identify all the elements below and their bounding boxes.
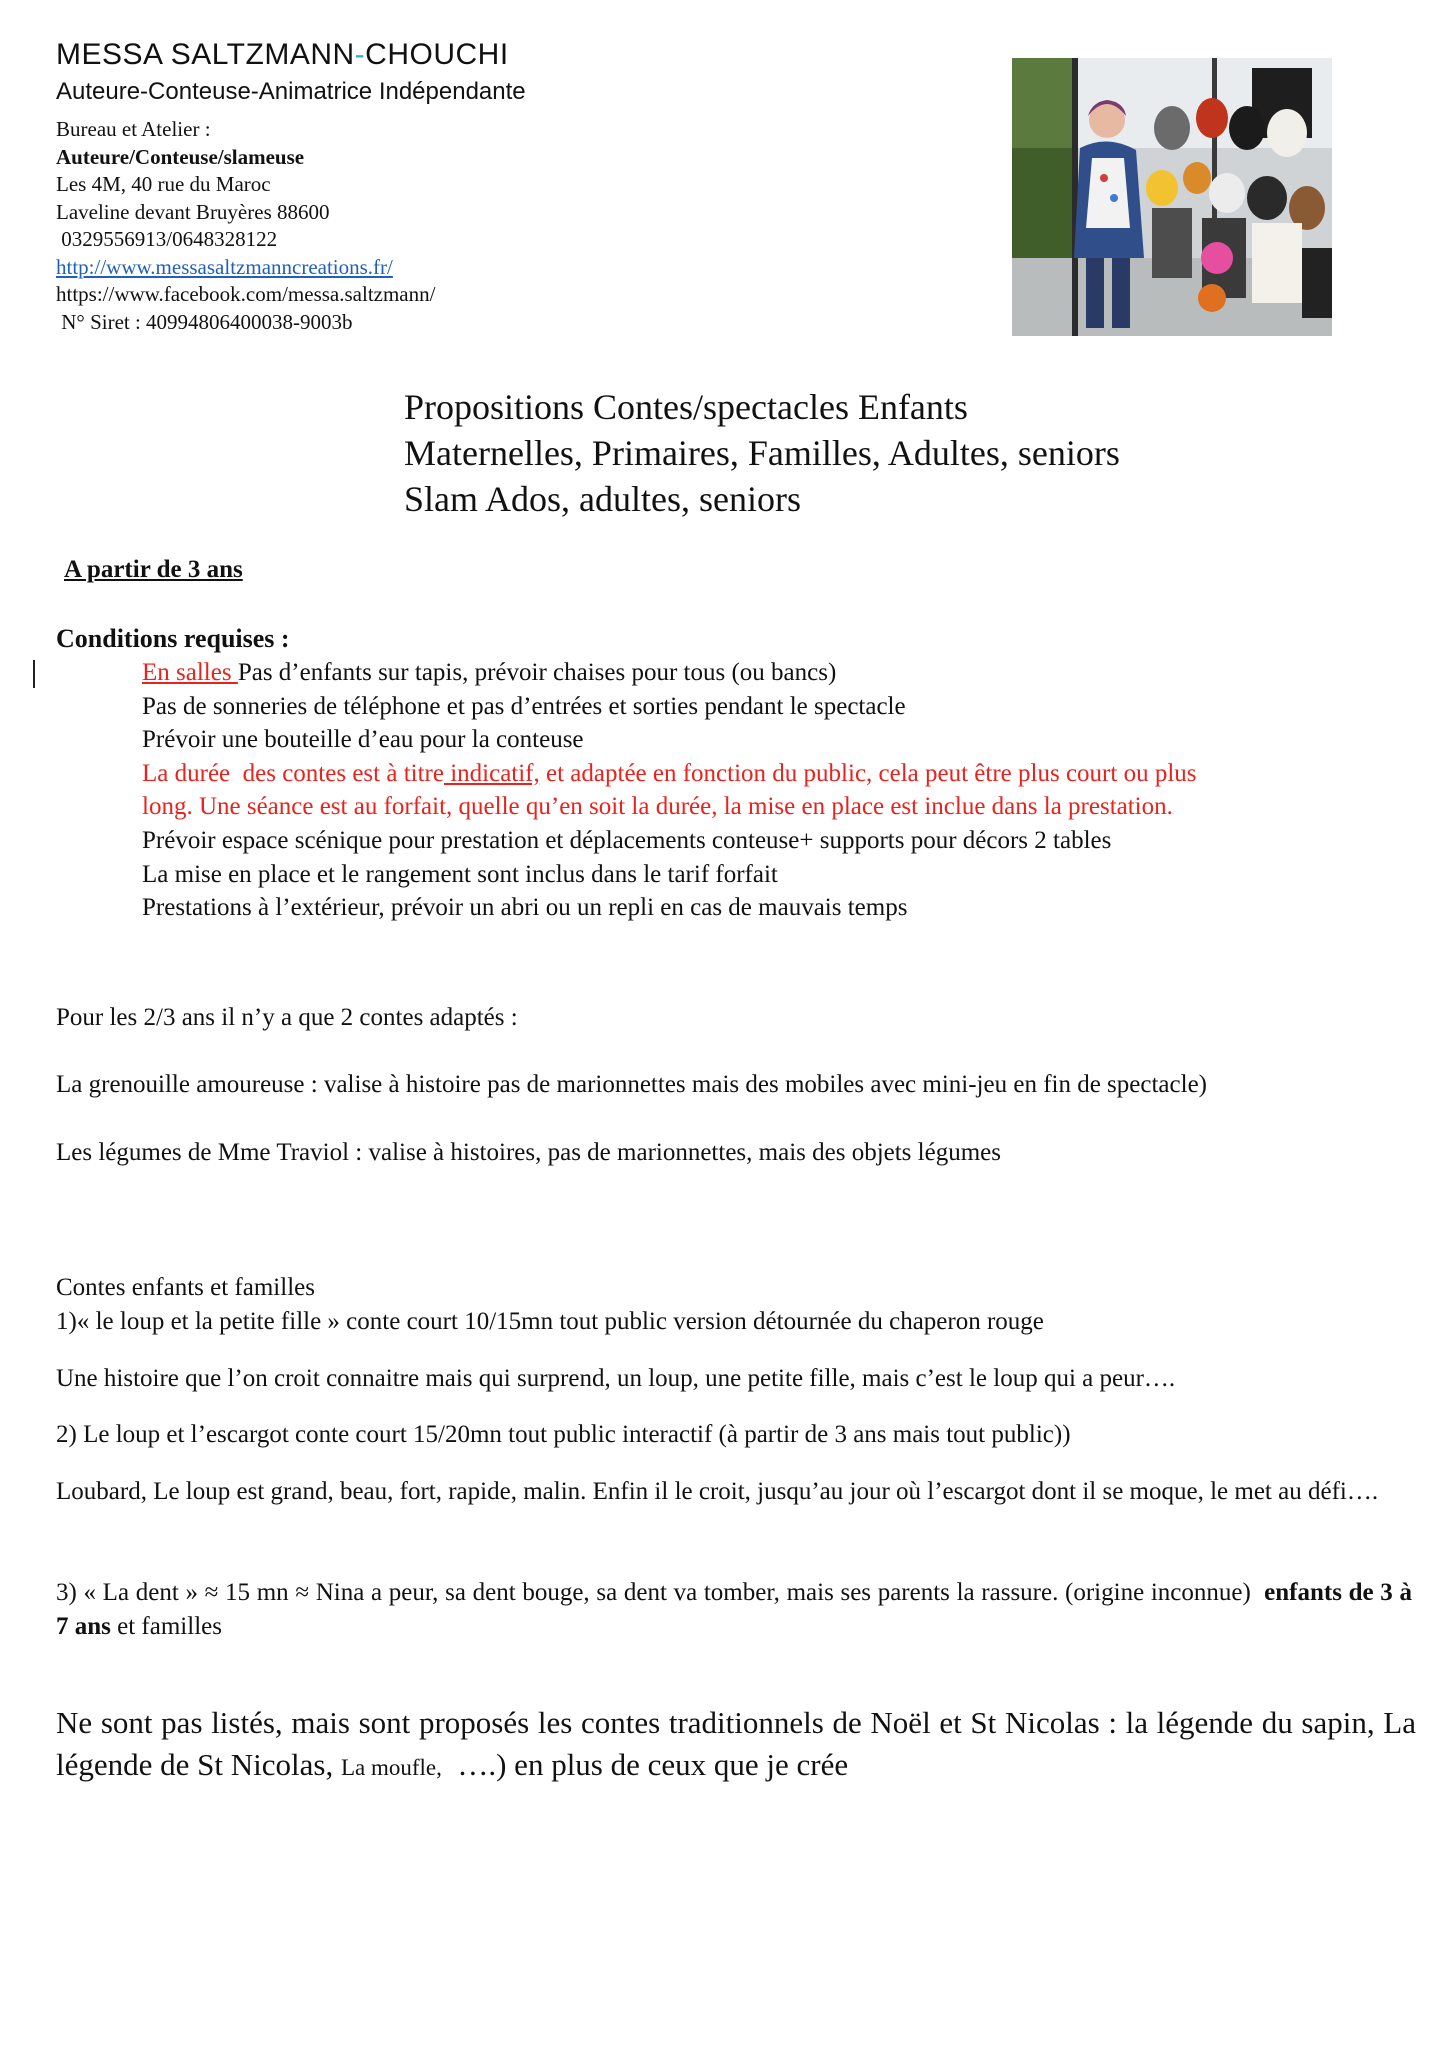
toddler-tale-1: La grenouille amoureuse : valise à histoire pas de marionnettes mais des mobiles avec mini-jeu en fin de spectacle) [56, 1071, 1207, 1098]
condition-item-8: Prestations à l’extérieur, prévoir un abri ou un repli en cas de mauvais temps [142, 894, 908, 922]
author-name-dash: - [354, 38, 366, 71]
toddlers-intro: Pour les 2/3 ans il n’y a que 2 contes adaptés : [56, 1004, 518, 1031]
author-name-part1: MESSA SALTZMANN [56, 38, 355, 71]
toddler-tale-2: Les légumes de Mme Traviol : valise à histoires, pas de marionnettes, mais des objets légumes [56, 1139, 1001, 1166]
office-label: Bureau et Atelier : [56, 117, 211, 141]
website-link[interactable]: http://www.messasaltzmanncreations.fr/ [56, 254, 393, 279]
tale-3-entry [56, 1576, 1419, 1643]
condition-item-4 [142, 757, 1197, 791]
tale-2-description: Loubard, Le loup est grand, beau, fort, rapide, malin. Enfin il le croit, jusqu’au jour où l’escargot dont il se moque, le met au défi…. [56, 1478, 1379, 1505]
condition-item-3: Prévoir une bouteille d’eau pour la conteuse [142, 726, 584, 754]
footer-note-end: ….) en plus de ceux que je crée [441, 1747, 849, 1782]
conditions-list [142, 656, 1197, 925]
program-titles [404, 384, 1120, 522]
conditions-heading: Conditions requises : [56, 624, 290, 653]
title-line-2: Maternelles, Primaires, Familles, Adultes, seniors [404, 433, 1120, 473]
footer-note [56, 1702, 1416, 1789]
footer-note-text: Ne sont pas listés, mais sont proposés les contes traditionnels de Noël et St Nicolas : la légende du sapin, La légende de St Nicolas, [56, 1705, 1416, 1782]
condition-item-4-part-a: La durée des contes est à titre [142, 759, 444, 787]
condition-item-4-part-c: et adaptée en fonction du public, cela peut être plus court ou plus [539, 759, 1197, 787]
tale-1-description: Une histoire que l’on croit connaitre mais qui surprend, un loup, une petite fille, mais c’est le loup qui a peur…. [56, 1365, 1176, 1392]
author-role: Auteure-Conteuse-Animatrice Indépendante [56, 78, 526, 105]
title-line-3: Slam Ados, adultes, seniors [404, 479, 801, 519]
condition-item-6: Prévoir espace scénique pour prestation et déplacements conteuse+ supports pour décors 2 tables [142, 826, 1112, 854]
job-title: Auteure/Conteuse/slameuse [56, 144, 305, 169]
address-line-1: Les 4M, 40 rue du Maroc [56, 172, 271, 196]
title-line-1: Propositions Contes/spectacles Enfants [404, 387, 968, 427]
tale-3-end: et familles [110, 1612, 222, 1640]
author-photo-image [1012, 58, 1332, 336]
author-name-part2: CHOUCHI [365, 38, 509, 71]
tale-2-title: 2) Le loup et l’escargot conte court 15/20mn tout public interactif (à partir de 3 ans mais tout public)) [56, 1421, 1071, 1448]
condition-item-7: La mise en place et le rangement sont inclus dans le tarif forfait [142, 860, 778, 888]
condition-item-2: Pas de sonneries de téléphone et pas d’entrées et sorties pendant le spectacle [142, 692, 906, 720]
facebook-link[interactable]: https://www.facebook.com/messa.saltzmann/ [56, 282, 436, 306]
condition-item-1-highlight: En salles [142, 659, 238, 686]
address-line-2: Laveline devant Bruyères 88600 [56, 199, 330, 224]
condition-item-1-text: Pas d’enfants sur tapis, prévoir chaises pour tous (ou bancs) [237, 659, 837, 686]
phone-numbers: 0329556913/0648328122 [56, 227, 278, 251]
author-name [56, 38, 509, 72]
tales-heading: Contes enfants et familles [56, 1274, 315, 1301]
text-cursor [33, 660, 35, 688]
condition-item-5: long. Une séance est au forfait, quelle qu’en soit la durée, la mise en place est inclue dans la prestation. [142, 793, 1173, 821]
author-photo [1012, 58, 1332, 336]
tale-1-title: 1)« le loup et la petite fille » conte court 10/15mn tout public version détournée du chaperon rouge [56, 1308, 1044, 1335]
siret-number: N° Siret : 40994806400038-9003b [56, 309, 353, 334]
condition-item-1 [142, 656, 1197, 690]
condition-item-4-part-b: indicatif, [443, 759, 540, 787]
footer-note-small: La moufle, [340, 1755, 442, 1780]
contact-block [56, 116, 435, 336]
age-heading: A partir de 3 ans [64, 556, 243, 583]
tale-3-age-range: enfants de 3 à 7 ans [56, 1579, 1419, 1640]
tale-3-text: 3) « La dent » ≈ 15 mn ≈ Nina a peur, sa dent bouge, sa dent va tomber, mais ses parents la rassure. (origine inconnue) [56, 1579, 1251, 1606]
